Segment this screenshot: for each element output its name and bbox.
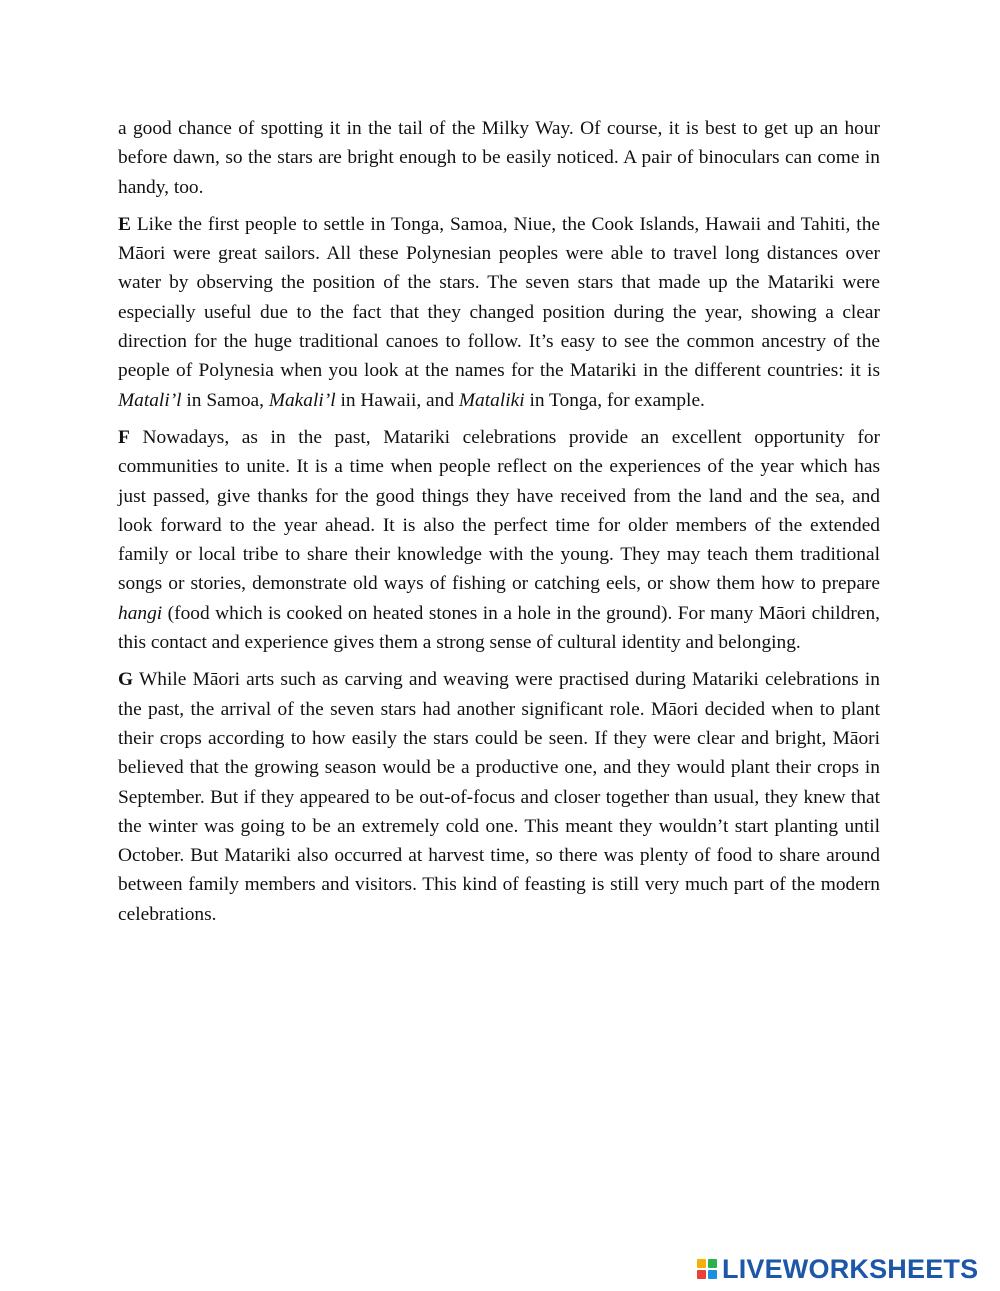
liveworksheets-logo[interactable] — [697, 1252, 978, 1286]
logo-square-yellow — [697, 1259, 706, 1268]
paragraph-text: in Tonga, for example. — [524, 389, 705, 411]
logo-square-green — [708, 1259, 717, 1268]
paragraph-letter: E — [118, 213, 131, 235]
liveworksheets-logo-icon — [697, 1259, 717, 1279]
term-tonga: Mataliki — [458, 389, 525, 411]
paragraph-g — [118, 665, 880, 929]
paragraph-letter: G — [118, 669, 134, 691]
paragraph-letter: F — [118, 426, 130, 448]
paragraph-f — [118, 423, 880, 657]
paragraph-intro: a good chance of spotting it in the tail of the Milky Way. Of course, it is best to get up an hour before dawn, so the stars are bright enough to be easily noticed. A pair of binoculars can come in handy, too. — [118, 118, 880, 198]
paragraph-e — [118, 210, 880, 415]
paragraph-text: (food which is cooked on heated stones in a hole in the ground). For many Māori children, this contact and experience gives them a strong sense of cultural identity and belonging. — [118, 602, 880, 654]
paragraph-text: While Māori arts such as carving and weaving were practised during Matariki celebrations in the past, the arrival of the seven stars had another significant role. Māori decided when to plant their crops according to how easily the stars could be seen. If they were clear and bright, Māori believed that the growing season would be a productive one, and they would plant their crops in September. But if they appeared to be out-of-focus and closer together than usual, they knew that the winter was going to be an extremely cold one. This meant they wouldn’t start planting until October. But Matariki also occurred at harvest time, so there was plenty of food to share around between family members and visitors. This kind of feasting is still very much part of the modern celebrations. — [118, 669, 880, 925]
logo-text: LIVEWORKSHEETS — [722, 1253, 979, 1284]
paragraph-text: in Hawaii, and — [335, 389, 459, 411]
term-hangi: hangi — [118, 602, 163, 624]
logo-square-red — [697, 1270, 706, 1279]
logo-square-blue — [708, 1270, 717, 1279]
paragraph-text: Like the first people to settle in Tonga, Samoa, Niue, the Cook Islands, Hawaii and Tahiti, the Māori were great sailors. All these Polynesian peoples were able to travel long distances over water by observing the position of the stars. The seven stars that made up the Matariki were especially useful due to the fact that they changed position during the year, showing a clear direction for the huge traditional canoes to follow. It’s easy to see the common ancestry of the people of Polynesia when you look at the names for the Matariki in the different countries: it is — [118, 213, 880, 382]
document-body — [118, 114, 880, 937]
term-hawaii: Makali’l — [268, 389, 336, 411]
term-samoa: Matali’l — [118, 389, 182, 411]
paragraph-text: Nowadays, as in the past, Matariki celebrations provide an excellent opportunity for communities to unite. It is a time when people reflect on the experiences of the year which has just passed, give thanks for the good things they have received from the land and the sea, and look forward to the year ahead. It is also the perfect time for older members of the extended family or local tribe to share their knowledge with the young. They may teach them traditional songs or stories, demonstrate old ways of fishing or catching eels, or show them how to prepare — [118, 426, 880, 595]
paragraph-text: in Samoa, — [181, 389, 269, 411]
